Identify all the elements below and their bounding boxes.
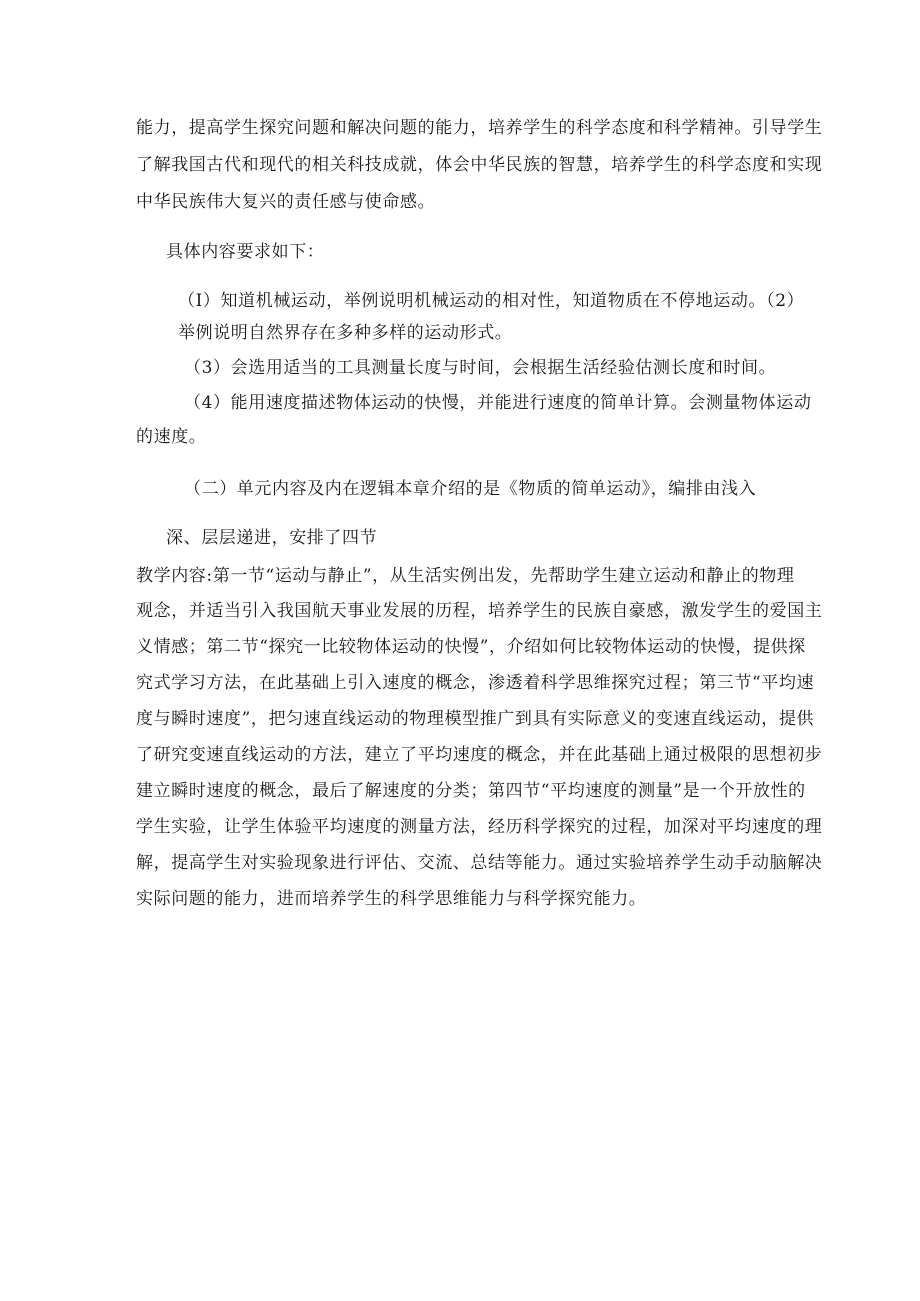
content-line-4: 究式学习方法，在此基础上引入速度的概念，渗透着科学思维探究过程；第三节“平均速 <box>136 673 815 693</box>
content-line-5: 度与瞬时速度”，把匀速直线运动的物理模型推广到具有实际意义的变速直线运动，提供 <box>136 709 815 729</box>
requirement-item-3: （3）会选用适当的工具测量长度与时间，会根据生活经验估测长度和时间。 <box>184 358 777 378</box>
content-line-2: 观念，并适当引入我国航天事业发展的历程，培养学生的民族自豪感，激发学生的爱国主 <box>136 601 823 621</box>
content-line-10: 实际问题的能力，进而培养学生的科学思维能力与科学探究能力。 <box>136 889 647 909</box>
intro-line-3: 中华民族伟大复兴的责任感与使命感。 <box>136 192 436 212</box>
content-line-1: 教学内容:第一节“运动与静止”，从生活实例出发，先帮助学生建立运动和静止的物理 <box>136 566 795 586</box>
intro-line-2: 了解我国古代和现代的相关科技成就，体会中华民族的智慧，培养学生的科学态度和实现 <box>136 155 823 175</box>
requirements-heading: 具体内容要求如下： <box>166 242 325 262</box>
section-2-heading-line-1: （二）单元内容及内在逻辑本章介绍的是《物质的简单运动》，编排由浅入 <box>184 479 757 499</box>
requirement-item-1-line-1: （I）知道机械运动，举例说明机械运动的相对性，知道物质在不停地运动。（2） <box>178 291 805 311</box>
content-line-3: 义情感；第二节“探究一比较物体运动的快慢”，介绍如何比较物体运动的快慢，提供探 <box>136 637 806 657</box>
requirement-item-1-line-2: 举例说明自然界存在多种多样的运动形式。 <box>178 323 513 343</box>
content-line-7: 建立瞬时速度的概念，最后了解速度的分类；第四节“平均速度的测量”是一个开放性的 <box>136 781 806 801</box>
requirement-item-4-line-1: （4）能用速度描述物体运动的快慢，并能进行速度的简单计算。会测量物体运动 <box>184 393 812 413</box>
intro-line-1: 能力，提高学生探究问题和解决问题的能力，培养学生的科学态度和科学精神。引导学生 <box>136 118 823 138</box>
requirement-item-4-line-2: 的速度。 <box>136 427 207 447</box>
content-line-6: 了研究变速直线运动的方法，建立了平均速度的概念，并在此基础上通过极限的思想初步 <box>136 745 823 765</box>
content-line-9: 解，提高学生对实验现象进行评估、交流、总结等能力。通过实验培养学生动手动脑解决 <box>136 853 823 873</box>
content-line-8: 学生实验，让学生体验平均速度的测量方法，经历科学探究的过程，加深对平均速度的理 <box>136 817 823 837</box>
section-2-heading-line-2: 深、层层递进，安排了四节 <box>166 528 378 548</box>
